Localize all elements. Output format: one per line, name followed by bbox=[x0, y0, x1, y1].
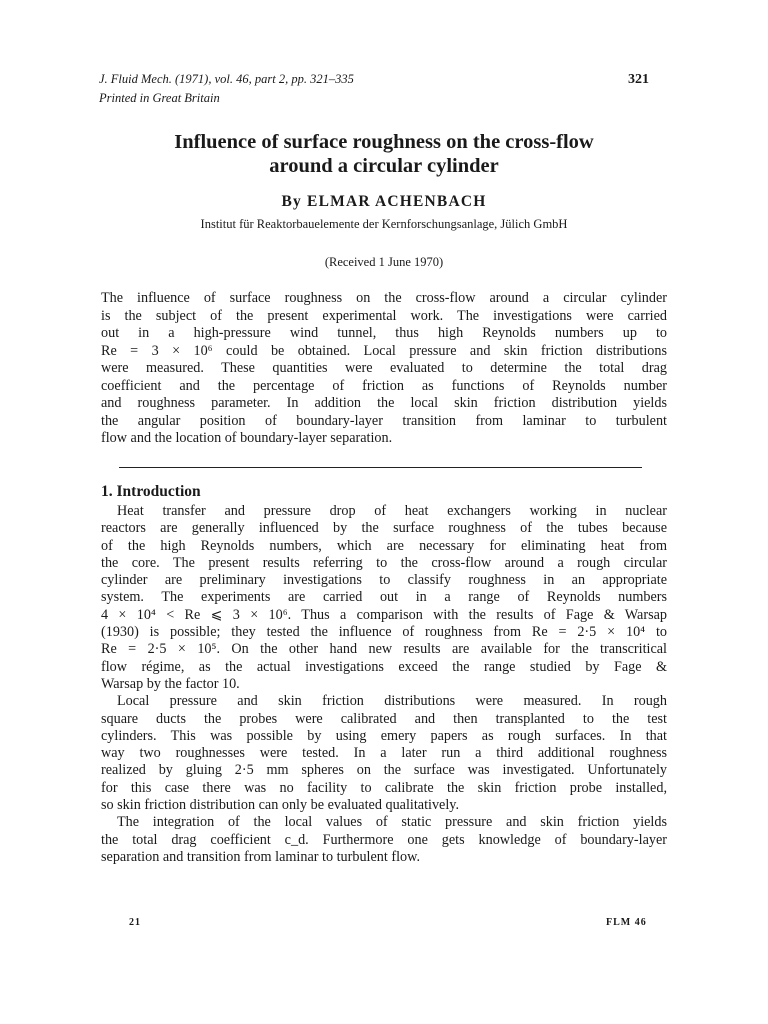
page-number: 321 bbox=[628, 72, 649, 87]
abstract-line: out in a high-pressure wind tunnel, thus high Reynolds numbers up to bbox=[101, 325, 667, 341]
affiliation: Institut für Reaktorbauelemente der Kernforschungsanlage, Jülich GmbH bbox=[200, 217, 568, 231]
body-line: for this case there was no facility to calibrate the skin friction probe installed, bbox=[101, 779, 667, 796]
running-header bbox=[99, 70, 354, 108]
paper-title bbox=[60, 130, 708, 178]
abstract-line: is the subject of the present experimental work. The investigations were carried bbox=[101, 307, 667, 324]
title-line-1: Influence of surface roughness on the cross-flow bbox=[174, 131, 594, 153]
body-line: cylinder are preliminary investigations to classify roughness in an appropriate bbox=[101, 572, 667, 589]
body-line: the total drag coefficient c_d. Furthermore one gets knowledge of boundary-layer bbox=[101, 831, 667, 848]
introduction-body bbox=[101, 503, 667, 866]
abstract-line: Re = 3 × 10⁶ could be obtained. Local pressure and skin friction distributions bbox=[101, 342, 667, 359]
body-line: Local pressure and skin friction distributions were measured. In rough bbox=[117, 693, 667, 710]
body-line: 4 × 10⁴ < Re ⩽ 3 × 10⁶. Thus a comparison with the results of Fage & Warsap bbox=[101, 606, 667, 623]
abstract bbox=[101, 290, 667, 448]
body-line: Warsap by the factor 10. bbox=[101, 675, 240, 692]
body-line: so skin friction distribution can only be evaluated qualitatively. bbox=[101, 797, 460, 814]
body-line: cylinders. This was possible by using emery papers as rough surfaces. In that bbox=[101, 727, 667, 744]
body-line: of the high Reynolds numbers, which are necessary for eliminating heat from bbox=[101, 537, 667, 554]
abstract-line: coefficient and the percentage of friction as functions of Reynolds number bbox=[101, 377, 667, 394]
body-line: reactors are generally influenced by the surface roughness of the tubes because bbox=[101, 520, 667, 537]
body-line: Re = 2·5 × 10⁵. On the other hand new results are available for the transcritical bbox=[101, 641, 667, 658]
title-line-2: around a circular cylinder bbox=[269, 155, 499, 177]
abstract-line: the angular position of boundary-layer transition from laminar to turbulent bbox=[101, 412, 667, 429]
journal-citation: J. Fluid Mech. (1971), vol. 46, part 2, pp. 321–335 bbox=[99, 72, 354, 86]
body-line: Heat transfer and pressure drop of heat exchangers working in nuclear bbox=[117, 503, 667, 519]
body-line: The integration of the local values of static pressure and skin friction yields bbox=[117, 814, 667, 831]
received-date: (Received 1 June 1970) bbox=[324, 255, 444, 269]
body-line: way two roughnesses were tested. In a later run a third additional roughness bbox=[101, 745, 667, 762]
body-line: flow régime, as the actual investigations exceed the range studied by Fage & bbox=[101, 658, 667, 675]
body-line: (1930) is possible; they tested the influence of roughness from Re = 2·5 × 10⁴ to bbox=[101, 624, 667, 641]
abstract-line: The influence of surface roughness on the cross-flow around a circular cylinder bbox=[101, 290, 667, 306]
body-line: the core. The present results referring to the cross-flow around a rough circular bbox=[101, 554, 667, 571]
abstract-line: flow and the location of boundary-layer separation. bbox=[101, 430, 393, 446]
body-line: system. The experiments are carried out in a range of Reynolds numbers bbox=[101, 589, 667, 606]
section-divider bbox=[119, 467, 642, 468]
body-line: square ducts the probes were calibrated and then transplanted to the test bbox=[101, 710, 667, 727]
abstract-line: were measured. These quantities were evaluated to determine the total drag bbox=[101, 360, 667, 376]
body-line: separation and transition from laminar to turbulent flow. bbox=[101, 848, 421, 865]
printed-note: Printed in Great Britain bbox=[99, 91, 220, 105]
author-line: By ELMAR ACHENBACH bbox=[281, 193, 487, 210]
signature-mark: 21 bbox=[129, 917, 141, 928]
body-line: realized by gluing 2·5 mm spheres on the surface was investigated. Unfortunately bbox=[101, 762, 667, 779]
abstract-line: and roughness parameter. In addition the local skin friction distribution yields bbox=[101, 395, 667, 411]
section-heading: 1. Introduction bbox=[101, 483, 201, 500]
journal-footer-mark: FLM 46 bbox=[606, 917, 647, 928]
